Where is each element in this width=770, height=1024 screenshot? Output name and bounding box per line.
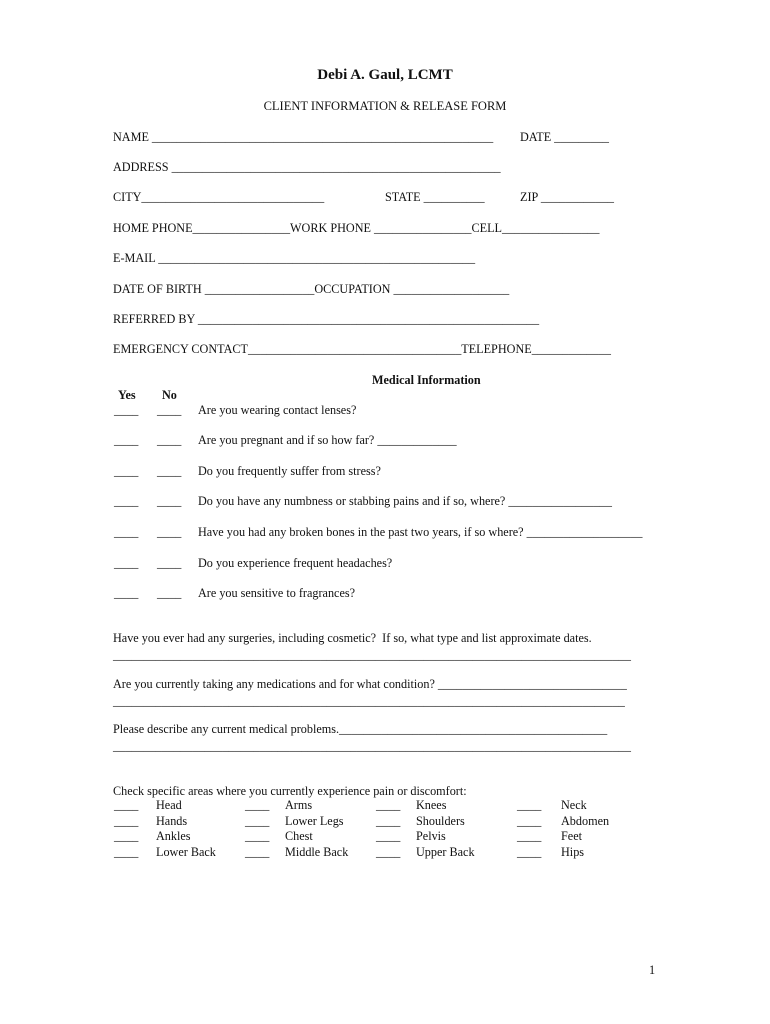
state-field[interactable]: STATE __________ xyxy=(385,190,485,204)
date-field[interactable]: DATE _________ xyxy=(520,130,610,144)
medical-question-text: Are you sensitive to fragrances? xyxy=(198,586,356,600)
medical-question-text: Are you pregnant and if so how far? _____________ xyxy=(198,433,457,447)
problems-answer-line[interactable]: _____________________________________________________________________________________ xyxy=(113,739,631,753)
pain-area-label: Lower Legs xyxy=(285,814,344,828)
medical-question-text: Are you wearing contact lenses? xyxy=(198,403,357,417)
surgeries-answer-line[interactable]: _____________________________________________________________________________________ xyxy=(113,648,631,662)
no-answer-blank[interactable]: ____ xyxy=(157,556,182,570)
surgeries-question: Have you ever had any surgeries, including cosmetic? If so, what type and list approximate dates. xyxy=(113,631,592,645)
yes-answer-blank[interactable]: ____ xyxy=(114,525,139,539)
referred-by-field[interactable]: REFERRED BY ________________________________________________________ xyxy=(113,312,540,326)
pain-area-checkbox[interactable]: ____ xyxy=(114,814,139,828)
pain-area-label: Knees xyxy=(416,798,447,812)
pain-area-checkbox[interactable]: ____ xyxy=(245,814,270,828)
emergency-contact-field[interactable]: EMERGENCY CONTACT___________________________________TELEPHONE_____________ xyxy=(113,342,611,356)
no-answer-blank[interactable]: ____ xyxy=(157,464,182,478)
zip-field[interactable]: ZIP ____________ xyxy=(520,190,615,204)
pain-areas-prompt: Check specific areas where you currently experience pain or discomfort: xyxy=(113,784,467,798)
phone-fields[interactable]: HOME PHONE________________WORK PHONE ________________CELL________________ xyxy=(113,221,600,235)
pain-area-checkbox[interactable]: ____ xyxy=(114,829,139,843)
pain-area-checkbox[interactable]: ____ xyxy=(245,798,270,812)
pain-area-label: Feet xyxy=(561,829,582,843)
pain-area-checkbox[interactable]: ____ xyxy=(245,845,270,859)
pain-area-label: Arms xyxy=(285,798,313,812)
pain-area-checkbox[interactable]: ____ xyxy=(376,829,401,843)
pain-area-label: Middle Back xyxy=(285,845,349,859)
name-field[interactable]: NAME ________________________________________________________ xyxy=(113,130,494,144)
medical-question-text: Have you had any broken bones in the past two years, if so where? ___________________ xyxy=(198,525,643,539)
yes-answer-blank[interactable]: ____ xyxy=(114,556,139,570)
pain-area-checkbox[interactable]: ____ xyxy=(517,814,542,828)
address-field[interactable]: ADDRESS ______________________________________________________ xyxy=(113,160,501,174)
pain-area-label: Upper Back xyxy=(416,845,475,859)
pain-area-label: Chest xyxy=(285,829,313,843)
pain-area-label: Hips xyxy=(561,845,585,859)
pain-area-checkbox[interactable]: ____ xyxy=(114,798,139,812)
medications-question[interactable]: Are you currently taking any medications and for what condition? _______________________________ xyxy=(113,677,627,691)
medical-question-text: Do you frequently suffer from stress? xyxy=(198,464,381,478)
yes-column-label: Yes xyxy=(118,388,136,402)
pain-area-label: Pelvis xyxy=(416,829,446,843)
pain-area-checkbox[interactable]: ____ xyxy=(376,798,401,812)
yes-answer-blank[interactable]: ____ xyxy=(114,464,139,478)
pain-area-checkbox[interactable]: ____ xyxy=(245,829,270,843)
form-title: Debi A. Gaul, LCMT xyxy=(317,67,453,83)
pain-area-label: Ankles xyxy=(156,829,191,843)
medical-question-text: Do you have any numbness or stabbing pains and if so, where? _________________ xyxy=(198,494,612,508)
yes-answer-blank[interactable]: ____ xyxy=(114,586,139,600)
email-field[interactable]: E-MAIL ____________________________________________________ xyxy=(113,251,476,265)
medical-info-heading: Medical Information xyxy=(372,373,481,387)
pain-area-label: Lower Back xyxy=(156,845,216,859)
page-number: 1 xyxy=(649,963,656,977)
pain-area-checkbox[interactable]: ____ xyxy=(376,845,401,859)
no-answer-blank[interactable]: ____ xyxy=(157,403,182,417)
problems-question[interactable]: Please describe any current medical problems.____________________________________________ xyxy=(113,722,608,736)
pain-area-checkbox[interactable]: ____ xyxy=(517,798,542,812)
yes-answer-blank[interactable]: ____ xyxy=(114,433,139,447)
form-subtitle: CLIENT INFORMATION & RELEASE FORM xyxy=(263,99,507,113)
dob-occupation-fields[interactable]: DATE OF BIRTH __________________OCCUPATION ___________________ xyxy=(113,282,510,296)
no-column-label: No xyxy=(162,388,177,402)
pain-area-label: Head xyxy=(156,798,182,812)
no-answer-blank[interactable]: ____ xyxy=(157,525,182,539)
pain-area-label: Abdomen xyxy=(561,814,610,828)
pain-area-checkbox[interactable]: ____ xyxy=(517,829,542,843)
yes-answer-blank[interactable]: ____ xyxy=(114,494,139,508)
pain-area-label: Hands xyxy=(156,814,188,828)
yes-answer-blank[interactable]: ____ xyxy=(114,403,139,417)
pain-area-label: Shoulders xyxy=(416,814,465,828)
medical-question-text: Do you experience frequent headaches? xyxy=(198,556,393,570)
no-answer-blank[interactable]: ____ xyxy=(157,433,182,447)
pain-area-label: Neck xyxy=(561,798,587,812)
pain-area-checkbox[interactable]: ____ xyxy=(376,814,401,828)
pain-area-checkbox[interactable]: ____ xyxy=(517,845,542,859)
pain-area-checkbox[interactable]: ____ xyxy=(114,845,139,859)
no-answer-blank[interactable]: ____ xyxy=(157,586,182,600)
city-field[interactable]: CITY______________________________ xyxy=(113,190,325,204)
no-answer-blank[interactable]: ____ xyxy=(157,494,182,508)
medications-answer-line[interactable]: ____________________________________________________________________________________ xyxy=(113,694,625,708)
